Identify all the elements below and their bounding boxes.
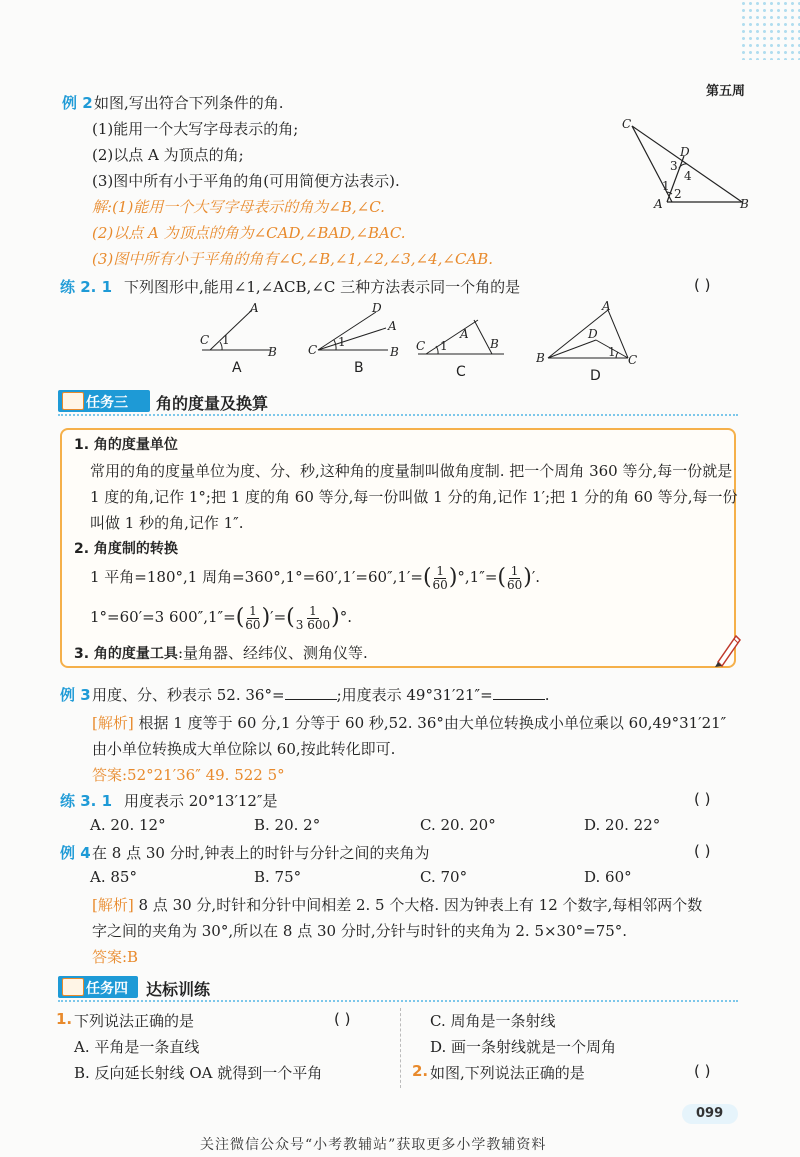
task-3-title: 角的度量及换算 xyxy=(156,394,269,413)
example-4-option-b: B. 75° xyxy=(254,868,302,886)
example-4-option-d: D. 60° xyxy=(584,868,632,886)
example-2-q1: (1)能用一个大写字母表示的角; xyxy=(92,120,299,138)
fraction-3-60: $\frac{1}{60}$ xyxy=(245,603,261,632)
example-2-q2: (2)以点 A 为顶点的角; xyxy=(92,146,244,164)
task-4-tag-text: 任务四 xyxy=(86,981,128,997)
book-icon xyxy=(62,392,84,410)
example-4-bracket: ( ) xyxy=(694,842,711,860)
example-2-figure xyxy=(612,112,762,212)
fig-b-label-c: C xyxy=(308,343,318,357)
example-4-analysis-a xyxy=(92,894,702,915)
q1-option-a: A. 平角是一条直线 xyxy=(74,1038,200,1056)
formula-1-part-c: ′. xyxy=(531,568,541,586)
example-4-analysis-b: 字之间的夹角为 30°,所以在 8 点 30 分时,分针与时针的夹角为 2. 5×30°=75°. xyxy=(92,922,628,940)
practice-3-1-bracket: ( ) xyxy=(694,790,711,808)
fig-b-label-d: D xyxy=(372,301,382,315)
knowledge-para-1a: 常用的角的度量单位为度、分、秒,这种角的度量制叫做角度制. 把一个周角 360 等分,每一份就是 xyxy=(90,462,733,480)
answer-blank-1 xyxy=(285,699,337,700)
fig-b-label-a: A xyxy=(388,319,397,333)
q1-number: 1. xyxy=(56,1010,73,1028)
fig-label-b: B xyxy=(740,197,749,211)
example-3-analysis-a xyxy=(92,712,726,733)
q1-stem: 下列说法正确的是 xyxy=(74,1012,195,1030)
fig-label-d: D xyxy=(680,145,690,159)
knowledge-para-3: :量角器、经纬仪、测角仪等. xyxy=(177,644,368,662)
formula-1-part-a: 1 平角=180°,1 周角=360°,1°=60′,1′=60″,1′= xyxy=(90,568,423,586)
formula-1-part-b: °,1″= xyxy=(457,568,498,586)
example-3-analysis-text-a: 根据 1 度等于 60 分,1 分等于 60 秒,52. 36°由大单位转换成小单位乘以 60,49°31′21″ xyxy=(138,714,727,732)
example-3-answer: 答案:52°21′36″ 49. 522 5° xyxy=(92,766,285,784)
example-2-stem: 如图,写出符合下列条件的角. xyxy=(94,94,284,112)
solution-1-text: (1)能用一个大写字母表示的角为∠B,∠C. xyxy=(112,198,385,216)
example-2-q3: (3)图中所有小于平角的角(可用简便方法表示). xyxy=(92,172,400,190)
practice-2-1-bracket: ( ) xyxy=(694,276,711,294)
example-2-solution-3: (3)图中所有小于平角的角有∠C,∠B,∠1,∠2,∠3,∠4,∠CAB. xyxy=(92,250,494,268)
fig-a-label-a: A xyxy=(250,301,259,315)
option-d-figure xyxy=(536,296,646,368)
q2-stem: 如图,下列说法正确的是 xyxy=(430,1064,585,1082)
fig-c-angle-1: 1 xyxy=(440,339,448,353)
fraction-1-60: $\frac{1}{60}$ xyxy=(432,563,448,592)
analysis-label-4: [解析] xyxy=(92,896,134,914)
q1-bracket: ( ) xyxy=(334,1010,351,1028)
column-divider xyxy=(400,1008,401,1088)
q2-number: 2. xyxy=(412,1062,429,1080)
fig-angle-2: 2 xyxy=(674,187,682,201)
fig-angle-1: 1 xyxy=(662,179,670,193)
option-c-label: C xyxy=(456,364,466,380)
knowledge-heading-3: 3. 角的度量工具 xyxy=(74,646,178,662)
pencil-icon xyxy=(712,632,742,668)
fig-label-a: A xyxy=(654,197,663,211)
knowledge-line-3 xyxy=(74,642,368,663)
knowledge-heading-1: 1. 角的度量单位 xyxy=(74,437,178,453)
fraction-4-3600: $\frac{1}{3 600}$ xyxy=(295,603,331,632)
q2-bracket: ( ) xyxy=(694,1062,711,1080)
option-d-label: D xyxy=(590,368,601,384)
practice-3-1-option-b: B. 20. 2° xyxy=(254,816,321,834)
fig-b-angle-1: 1 xyxy=(338,335,346,349)
page-number: 099 xyxy=(696,1106,724,1121)
q1-option-c: C. 周角是一条射线 xyxy=(430,1012,556,1030)
conversion-formula-1: 1 平角=180°,1 周角=360°,1°=60′,1′=60″,1′=( $\frac{1}{60}$ )°,1″=( $\frac{1}{60}$ )′. xyxy=(90,563,541,592)
example-4-stem: 在 8 点 30 分时,钟表上的时针与分针之间的夹角为 xyxy=(92,844,430,862)
analysis-label: [解析] xyxy=(92,714,134,732)
fig-d-label-d: D xyxy=(588,327,598,341)
fig-c-label-b: B xyxy=(490,337,499,351)
fig-a-label-c: C xyxy=(200,333,210,347)
fig-d-angle-1: 1 xyxy=(608,345,616,359)
q1-option-b: B. 反向延长射线 OA 就得到一个平角 xyxy=(74,1064,323,1082)
decorative-dots xyxy=(740,0,800,60)
option-b-figure xyxy=(306,300,406,360)
example-3-stem-a: 用度、分、秒表示 52. 36°= xyxy=(92,686,285,704)
practice-2-1-label: 练 2. 1 xyxy=(60,278,113,296)
q1-option-d: D. 画一条射线就是一个周角 xyxy=(430,1038,617,1056)
practice-3-1-stem: 用度表示 20°13′12″是 xyxy=(124,792,278,810)
fig-b-label-b: B xyxy=(390,345,399,359)
example-2-label: 例 2 xyxy=(62,94,93,112)
formula-2-part-a: 1°=60′=3 600″,1″= xyxy=(90,608,236,626)
example-3-stem xyxy=(92,684,550,705)
task-4-dotted-rule xyxy=(58,1000,738,1002)
fig-c-label-c: C xyxy=(416,339,426,353)
example-4-label: 例 4 xyxy=(60,844,91,862)
checklist-icon xyxy=(62,978,84,996)
example-4-option-c: C. 70° xyxy=(420,868,468,886)
conversion-formula-2: 1°=60′=3 600″,1″=( $\frac{1}{60}$ )′=( $\frac{1}{3 600}$ )°. xyxy=(90,603,352,632)
fraction-2-60: $\frac{1}{60}$ xyxy=(506,563,523,592)
option-c-figure xyxy=(412,300,512,362)
task-3-tag xyxy=(58,390,150,412)
knowledge-para-1b: 1 度的角,记作 1°;把 1 度的角 60 等分,每一份叫做 1 分的角,记作 1′;把 1 分的角 60 等分,每一份 xyxy=(90,488,738,506)
practice-3-1-option-d: D. 20. 22° xyxy=(584,816,661,834)
fig-d-label-b: B xyxy=(536,351,545,365)
example-2-solution-2: (2)以点 A 为顶点的角为∠CAD,∠BAD,∠BAC. xyxy=(92,224,406,242)
example-4-option-a: A. 85° xyxy=(90,868,137,886)
practice-3-1-option-a: A. 20. 12° xyxy=(90,816,166,834)
fig-a-label-b: B xyxy=(268,345,277,359)
formula-2-part-c: °. xyxy=(339,608,352,626)
week-label: 第五周 xyxy=(706,84,746,99)
example-3-stem-b: ;用度表示 49°31′21″= xyxy=(336,686,493,704)
knowledge-para-1c: 叫做 1 秒的角,记作 1″. xyxy=(90,514,244,532)
fig-angle-4: 4 xyxy=(684,169,692,183)
solution-label: 解: xyxy=(92,198,113,216)
practice-3-1-option-c: C. 20. 20° xyxy=(420,816,496,834)
fig-angle-3: 3 xyxy=(670,159,678,173)
example-2-solution-1 xyxy=(92,196,385,217)
fig-d-label-c: C xyxy=(628,353,638,367)
fig-a-angle-1: 1 xyxy=(222,333,230,347)
option-a-label: A xyxy=(232,360,242,376)
example-4-answer: 答案:B xyxy=(92,948,139,966)
practice-2-1-stem: 下列图形中,能用∠1,∠ACB,∠C 三种方法表示同一个角的是 xyxy=(124,278,521,296)
task-4-tag xyxy=(58,976,138,998)
example-4-analysis-text-a: 8 点 30 分,时针和分针中间相差 2. 5 个大格. 因为钟表上有 12 个数字,每相邻两个数 xyxy=(138,896,703,914)
fig-label-c: C xyxy=(622,117,632,131)
example-3-stem-c: . xyxy=(544,686,550,704)
example-3-label: 例 3 xyxy=(60,686,91,704)
formula-2-part-b: ′= xyxy=(270,608,287,626)
practice-3-1-label: 练 3. 1 xyxy=(60,792,113,810)
option-a-figure xyxy=(196,300,286,360)
task-4-title: 达标训练 xyxy=(146,980,211,999)
example-3-analysis-b: 由小单位转换成大单位除以 60,按此转化即可. xyxy=(92,740,396,758)
task-3-dotted-rule xyxy=(58,414,738,416)
footer-note: 关注微信公众号“小考教辅站”获取更多小学教辅资料 xyxy=(200,1137,547,1153)
fig-d-label-a: A xyxy=(602,299,611,313)
knowledge-heading-2: 2. 角度制的转换 xyxy=(74,541,178,557)
option-b-label: B xyxy=(354,360,364,376)
fig-c-label-a: A xyxy=(460,327,469,341)
task-3-tag-text: 任务三 xyxy=(86,395,128,411)
answer-blank-2 xyxy=(493,699,545,700)
